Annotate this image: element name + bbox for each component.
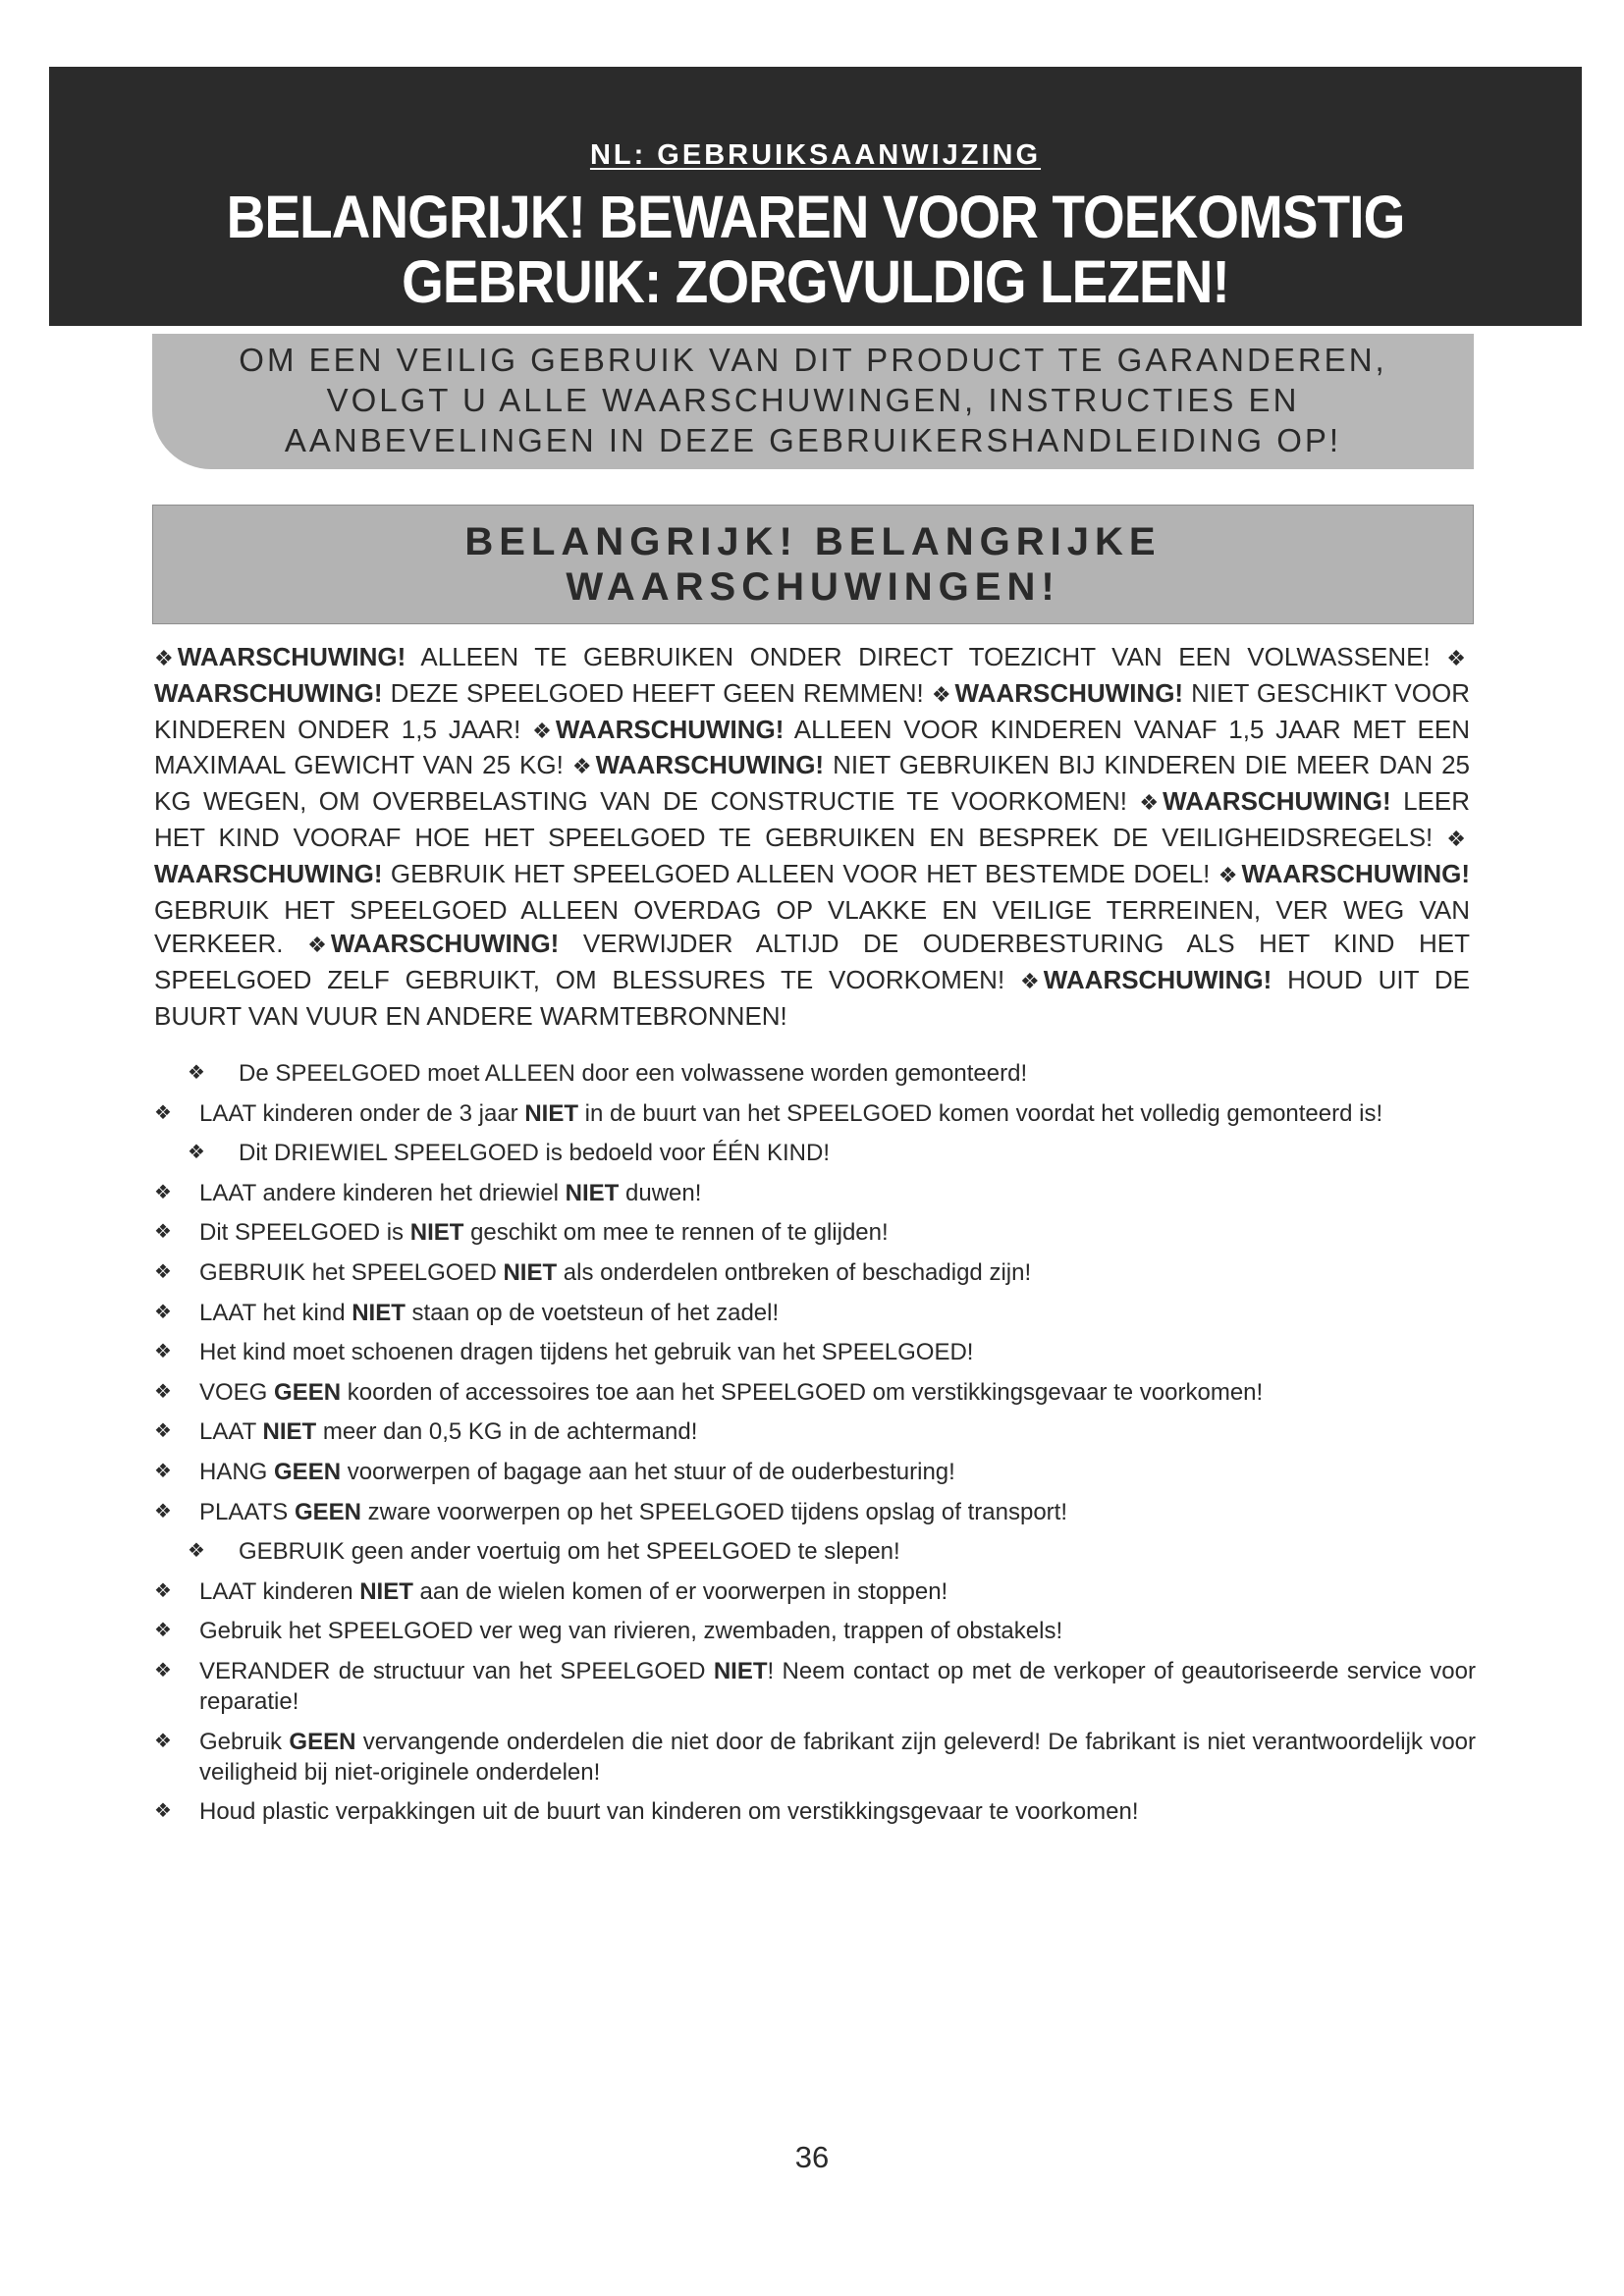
instruction-text: GEBRUIK geen ander voertuig om het SPEELGOED te slepen! bbox=[239, 1538, 900, 1566]
instruction-text: De SPEELGOED moet ALLEEN door een volwassene worden gemonteerd! bbox=[239, 1060, 1028, 1087]
instruction-item bbox=[154, 1138, 1476, 1168]
instruction-text-end: staan op de voetsteun of het zadel! bbox=[405, 1299, 780, 1326]
instruction-text: LAAT het kind bbox=[199, 1299, 352, 1326]
warning-label: WAARSCHUWING! bbox=[177, 642, 406, 671]
diamond-bullet-icon: ❖ bbox=[154, 1380, 172, 1403]
intro-notice-box bbox=[152, 334, 1474, 469]
intro-line-2: VOLGT U ALLE WAARSCHUWINGEN, INSTRUCTIES EN bbox=[326, 382, 1300, 418]
diamond-bullet-icon: ❖ bbox=[154, 1659, 172, 1682]
instruction-text: Gebruik bbox=[199, 1728, 290, 1755]
instruction-emphasis: GEEN bbox=[294, 1498, 361, 1525]
instruction-emphasis: NIET bbox=[524, 1099, 578, 1127]
warning-text: ALLEEN VOOR KINDEREN VANAF 1,5 JAAR MET EEN MAXIMAAL GEWICHT VAN 25 KG! bbox=[154, 714, 1471, 780]
instruction-item bbox=[154, 1298, 1476, 1328]
instruction-text: Dit SPEELGOED is bbox=[199, 1219, 410, 1247]
diamond-bullet-icon: ❖ bbox=[188, 1142, 205, 1164]
instruction-text-end: zware voorwerpen op het SPEELGOED tijdens opslag of transport! bbox=[360, 1498, 1067, 1525]
warning-label: WAARSCHUWING! bbox=[1163, 786, 1391, 817]
instruction-item bbox=[154, 1457, 1476, 1487]
diamond-bullet-icon: ❖ bbox=[1446, 826, 1466, 851]
warning-label: WAARSCHUWING! bbox=[154, 677, 383, 708]
warning-text: GEBRUIK HET SPEELGOED ALLEEN OVERDAG OP VLAKKE EN VEILIGE TERREINEN, VER WEG VAN VERKEER. bbox=[154, 894, 1470, 959]
instruction-item bbox=[154, 1796, 1476, 1827]
header-band bbox=[49, 67, 1582, 326]
instruction-text-end: vervangende onderdelen die niet door de fabrikant zijn geleverd! De fabrikant is niet verantwoordelijk voor veiligheid bij niet-originele onderdelen! bbox=[199, 1728, 1477, 1786]
warning-label: WAARSCHUWING! bbox=[1043, 965, 1272, 995]
warning-label: WAARSCHUWING! bbox=[1241, 858, 1470, 888]
instructions-list bbox=[154, 1058, 1476, 1837]
instruction-item bbox=[154, 1217, 1476, 1248]
instruction-emphasis: NIET bbox=[713, 1657, 768, 1684]
main-title-line-1: BELANGRIJK! BEWAREN VOOR TOEKOMSTIG bbox=[226, 184, 1405, 250]
instruction-text-end: voorwerpen of bagage aan het stuur of de ouderbesturing! bbox=[341, 1458, 955, 1485]
diamond-bullet-icon: ❖ bbox=[154, 1500, 172, 1522]
diamond-bullet-icon: ❖ bbox=[307, 933, 327, 958]
instruction-text-end: als onderdelen ontbreken of beschadigd zijn! bbox=[557, 1258, 1032, 1286]
manual-subtitle: NL: GEBRUIKSAANWIJZING bbox=[589, 139, 1042, 171]
warning-label: WAARSCHUWING! bbox=[954, 677, 1184, 708]
intro-notice-text bbox=[152, 340, 1474, 460]
diamond-bullet-icon: ❖ bbox=[931, 681, 951, 707]
warnings-heading bbox=[153, 519, 1473, 610]
instruction-text: LAAT kinderen bbox=[199, 1577, 360, 1605]
instruction-text: LAAT andere kinderen het driewiel bbox=[199, 1179, 566, 1206]
instruction-text: PLAATS bbox=[199, 1498, 295, 1525]
instruction-text: VERANDER de structuur van het SPEELGOED bbox=[199, 1657, 714, 1684]
instruction-text: Dit DRIEWIEL SPEELGOED is bedoeld voor ÉÉN KIND! bbox=[239, 1140, 830, 1167]
instruction-emphasis: GEEN bbox=[289, 1728, 356, 1755]
instruction-item bbox=[154, 1337, 1476, 1367]
instruction-text: Gebruik het SPEELGOED ver weg van rivieren, zwembaden, trappen of obstakels! bbox=[199, 1618, 1063, 1645]
diamond-bullet-icon: ❖ bbox=[154, 1181, 172, 1203]
instruction-item bbox=[154, 1536, 1476, 1567]
page-number: 36 bbox=[794, 2140, 830, 2174]
instruction-item bbox=[154, 1377, 1476, 1408]
instruction-item bbox=[154, 1058, 1476, 1089]
instruction-emphasis: GEEN bbox=[274, 1378, 342, 1406]
intro-line-3: AANBEVELINGEN IN DEZE GEBRUIKERSHANDLEIDING OP! bbox=[284, 422, 1342, 458]
warning-text: ALLEEN TE GEBRUIKEN ONDER DIRECT TOEZICHT VAN EEN VOLWASSENE! bbox=[406, 642, 1431, 671]
instruction-text: LAAT kinderen onder de 3 jaar bbox=[199, 1099, 525, 1127]
warning-text: NIET GESCHIKT VOOR KINDEREN ONDER 1,5 JAAR! bbox=[154, 677, 1470, 744]
instruction-text: GEBRUIK het SPEELGOED bbox=[199, 1258, 504, 1286]
warning-text: HOUD UIT DE BUURT VAN VUUR EN ANDERE WARMTEBRONNEN! bbox=[154, 965, 1470, 1031]
warnings-heading-line-2: WAARSCHUWINGEN! bbox=[566, 565, 1060, 609]
diamond-bullet-icon: ❖ bbox=[154, 1730, 172, 1752]
instruction-text-end: geschikt om mee te rennen of te glijden! bbox=[463, 1219, 889, 1247]
instruction-item bbox=[154, 1616, 1476, 1646]
diamond-bullet-icon: ❖ bbox=[154, 1341, 172, 1363]
instruction-item bbox=[154, 1656, 1476, 1717]
warning-text: VERWIJDER ALTIJD DE OUDERBESTURING ALS HET KIND HET SPEELGOED ZELF GEBRUIKT, OM BLESSURES TE VOORKOMEN! bbox=[154, 929, 1470, 995]
diamond-bullet-icon: ❖ bbox=[154, 1460, 172, 1482]
instruction-emphasis: NIET bbox=[262, 1418, 317, 1446]
instruction-text-end: in de buurt van het SPEELGOED komen voordat het volledig gemonteerd is! bbox=[578, 1099, 1383, 1127]
diamond-bullet-icon: ❖ bbox=[154, 1620, 172, 1642]
warning-label: WAARSCHUWING! bbox=[330, 929, 560, 959]
instruction-text-end: aan de wielen komen of er voorwerpen in stoppen! bbox=[412, 1577, 948, 1605]
instruction-emphasis: NIET bbox=[409, 1219, 464, 1247]
instruction-item bbox=[154, 1727, 1476, 1788]
instruction-item bbox=[154, 1576, 1476, 1607]
diamond-bullet-icon: ❖ bbox=[532, 718, 552, 743]
diamond-bullet-icon: ❖ bbox=[154, 1101, 172, 1124]
warning-label: WAARSCHUWING! bbox=[595, 750, 825, 780]
diamond-bullet-icon: ❖ bbox=[154, 1260, 172, 1283]
warning-text: LEER HET KIND VOORAF HOE HET SPEELGOED TE GEBRUIKEN EN BESPREK DE VEILIGHEIDSREGELS! bbox=[154, 786, 1470, 852]
instruction-emphasis: NIET bbox=[503, 1258, 558, 1286]
intro-line-1: OM EEN VEILIG GEBRUIK VAN DIT PRODUCT TE GARANDEREN, bbox=[239, 342, 1387, 378]
diamond-bullet-icon: ❖ bbox=[154, 1301, 172, 1323]
instruction-text: LAAT bbox=[199, 1418, 263, 1446]
instruction-item bbox=[154, 1497, 1476, 1527]
main-title bbox=[126, 185, 1505, 314]
warning-label: WAARSCHUWING! bbox=[555, 714, 785, 744]
instruction-item bbox=[154, 1098, 1476, 1129]
instruction-text-end: ! Neem contact op met de verkoper of geautoriseerde service voor reparatie! bbox=[199, 1657, 1476, 1715]
instruction-text: Houd plastic verpakkingen uit de buurt van kinderen om verstikkingsgevaar te voorkomen! bbox=[199, 1798, 1139, 1826]
warning-text: DEZE SPEELGOED HEEFT GEEN REMMEN! bbox=[382, 677, 924, 708]
instruction-item bbox=[154, 1257, 1476, 1288]
instruction-text: VOEG bbox=[199, 1378, 275, 1406]
instruction-emphasis: NIET bbox=[352, 1299, 406, 1326]
warning-text: GEBRUIK HET SPEELGOED ALLEEN VOOR HET BESTEMDE DOEL! bbox=[382, 858, 1211, 888]
diamond-bullet-icon: ❖ bbox=[154, 1579, 172, 1602]
instruction-item bbox=[154, 1416, 1476, 1447]
main-title-line-2: GEBRUIK: ZORGVULDIG LEZEN! bbox=[402, 248, 1229, 315]
warning-label: WAARSCHUWING! bbox=[154, 858, 383, 888]
diamond-bullet-icon: ❖ bbox=[1139, 790, 1160, 816]
instruction-item bbox=[154, 1178, 1476, 1208]
diamond-bullet-icon: ❖ bbox=[154, 1420, 172, 1443]
instruction-text-end: duwen! bbox=[619, 1179, 702, 1206]
diamond-bullet-icon: ❖ bbox=[188, 1062, 205, 1084]
diamond-bullet-icon: ❖ bbox=[571, 754, 592, 779]
instruction-emphasis: NIET bbox=[565, 1179, 620, 1206]
instruction-emphasis: GEEN bbox=[274, 1458, 342, 1485]
instruction-text: Het kind moet schoenen dragen tijdens het gebruik van het SPEELGOED! bbox=[199, 1339, 974, 1366]
diamond-bullet-icon: ❖ bbox=[154, 1221, 172, 1244]
diamond-bullet-icon: ❖ bbox=[154, 646, 174, 670]
warnings-heading-line-1: BELANGRIJK! BELANGRIJKE bbox=[464, 520, 1162, 563]
warning-text: NIET GEBRUIKEN BIJ KINDEREN DIE MEER DAN 25 KG WEGEN, OM OVERBELASTING VAN DE CONSTRUCTIE TE VOORKOMEN! bbox=[154, 750, 1470, 817]
instruction-text: HANG bbox=[199, 1458, 275, 1485]
diamond-bullet-icon: ❖ bbox=[154, 1800, 172, 1823]
diamond-bullet-icon: ❖ bbox=[188, 1540, 205, 1563]
instruction-emphasis: NIET bbox=[359, 1577, 413, 1605]
diamond-bullet-icon: ❖ bbox=[1218, 862, 1238, 887]
instruction-text-end: koorden of accessoires toe aan het SPEELGOED om verstikkingsgevaar te voorkomen! bbox=[341, 1378, 1264, 1406]
instruction-text-end: meer dan 0,5 KG in de achtermand! bbox=[316, 1418, 698, 1446]
warnings-heading-box bbox=[152, 505, 1474, 624]
diamond-bullet-icon: ❖ bbox=[1020, 969, 1040, 994]
diamond-bullet-icon: ❖ bbox=[1446, 646, 1466, 670]
warnings-paragraph bbox=[154, 640, 1470, 1034]
